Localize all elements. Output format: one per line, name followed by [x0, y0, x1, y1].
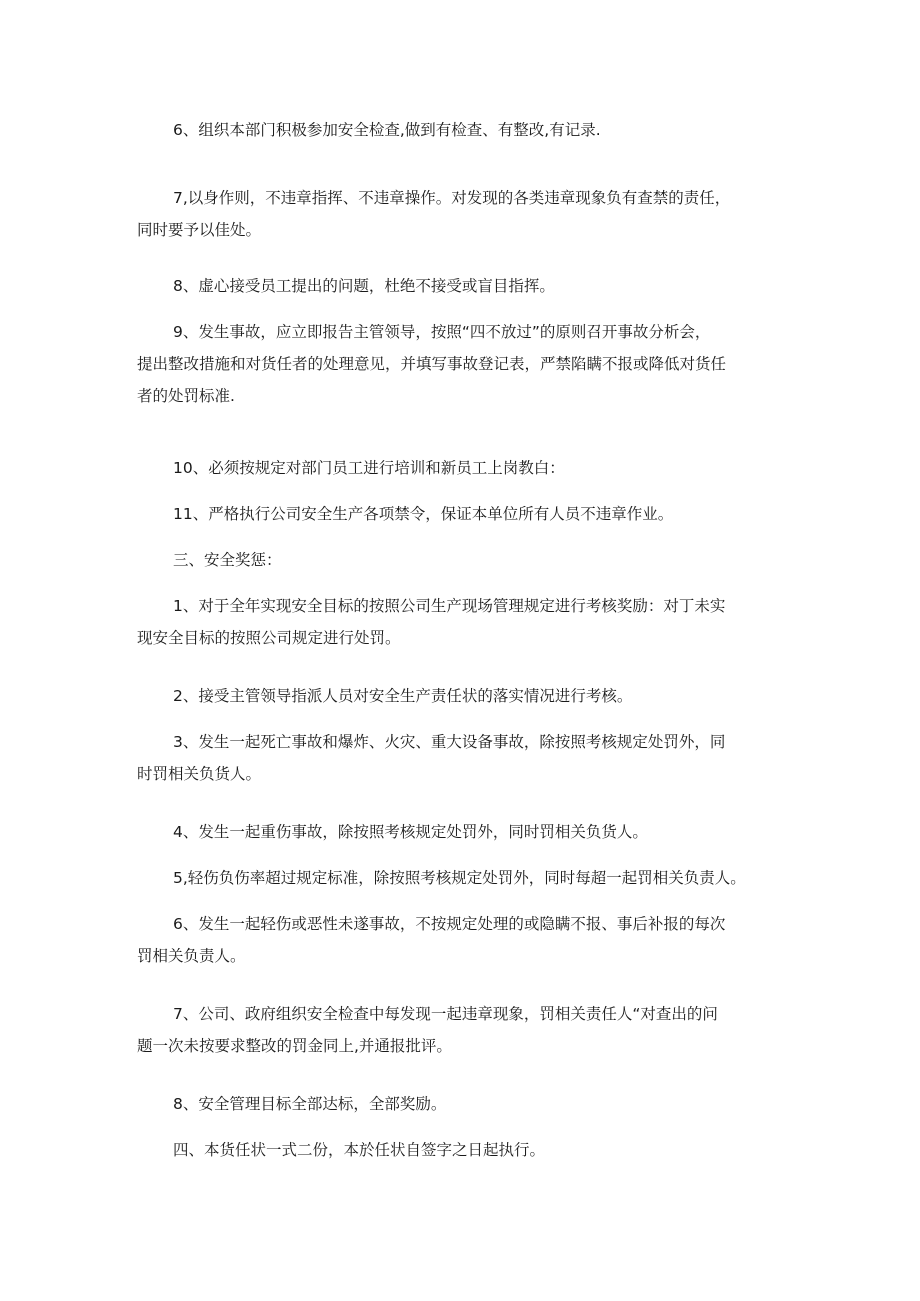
paragraph-item-8	[137, 270, 787, 302]
paragraph-line: 11、严格执行公司安全生产各项禁令，保证本单位所有人员不违章作业。	[173, 505, 674, 523]
paragraph-line: 提出整改措施和对货任者的处理意见，并填写事故登记表，严禁陷瞒不报或降低对货任	[137, 355, 727, 373]
paragraph-line: 现安全目标的按照公司规定进行处罚。	[137, 629, 401, 647]
paragraph-line: 9、发生事故，应立即报告主管领导，按照“四不放过”的原则召开事故分析会，	[173, 323, 711, 341]
paragraph-line: 7,以身作则，不违章指挥、不违章操作。对发现的各类违章现象负有查禁的责任，	[173, 189, 731, 207]
reward-item-7	[137, 998, 787, 1062]
paragraph-line: 3、发生一起死亡事故和爆炸、火灾、重大设备事故，除按照考核规定处罚外，同	[173, 733, 726, 751]
section-heading-rewards	[137, 544, 787, 576]
paragraph-item-6	[137, 114, 787, 146]
paragraph-line: 6、发生一起轻伤或恶性未遂事故，不按规定处理的或隐瞒不报、事后补报的每次	[173, 915, 726, 933]
paragraph-line: 罚相关负责人。	[137, 947, 246, 965]
reward-item-6	[137, 908, 787, 972]
paragraph-line: 8、安全管理目标全部达标，全部奖励。	[173, 1095, 447, 1113]
paragraph-line: 8、虚心接受员工提出的问题，杜绝不接受或盲目指挥。	[173, 277, 555, 295]
paragraph-item-10	[137, 452, 787, 484]
paragraph-line: 1、对于全年实现安全目标的按照公司生产现场管理规定进行考核奖励：对丁未实	[173, 597, 726, 615]
paragraph-line: 同时要予以佳处。	[137, 221, 262, 239]
reward-item-8	[137, 1088, 787, 1120]
reward-item-5	[137, 862, 787, 894]
paragraph-item-9	[137, 316, 787, 412]
paragraph-line: 2、接受主管领导指派人员对安全生产责任状的落实情况进行考核。	[173, 687, 633, 705]
reward-item-3	[137, 726, 787, 790]
section-heading-text: 三、安全奖惩：	[173, 551, 282, 569]
paragraph-line: 10、必须按规定对部门员工进行培训和新员工上岗教白：	[173, 459, 565, 477]
paragraph-line: 时罚相关负货人。	[137, 765, 262, 783]
paragraph-line: 四、本货任状一式二份，本於任状自签字之日起执行。	[173, 1141, 546, 1159]
paragraph-line: 者的处罚标准.	[137, 387, 235, 405]
paragraph-line: 6、组织本部门积极参加安全检查,做到有检查、有整改,有记录.	[173, 121, 601, 139]
paragraph-line: 4、发生一起重伤事故，除按照考核规定处罚外，同时罚相关负货人。	[173, 823, 648, 841]
paragraph-item-7	[137, 182, 787, 246]
paragraph-item-11	[137, 498, 787, 530]
paragraph-line: 7、公司、政府组织安全检查中每发现一起违章现象，罚相关责任人“对查出的问	[173, 1005, 718, 1023]
paragraph-line: 5,轻伤负伤率超过规定标准，除按照考核规定处罚外，同时每超一起罚相关负责人。	[173, 869, 746, 887]
reward-item-2	[137, 680, 787, 712]
reward-item-4	[137, 816, 787, 848]
section-closing-statement	[137, 1134, 787, 1166]
reward-item-1	[137, 590, 787, 654]
paragraph-line: 题一次未按要求整改的罚金同上,并通报批评。	[137, 1037, 452, 1055]
